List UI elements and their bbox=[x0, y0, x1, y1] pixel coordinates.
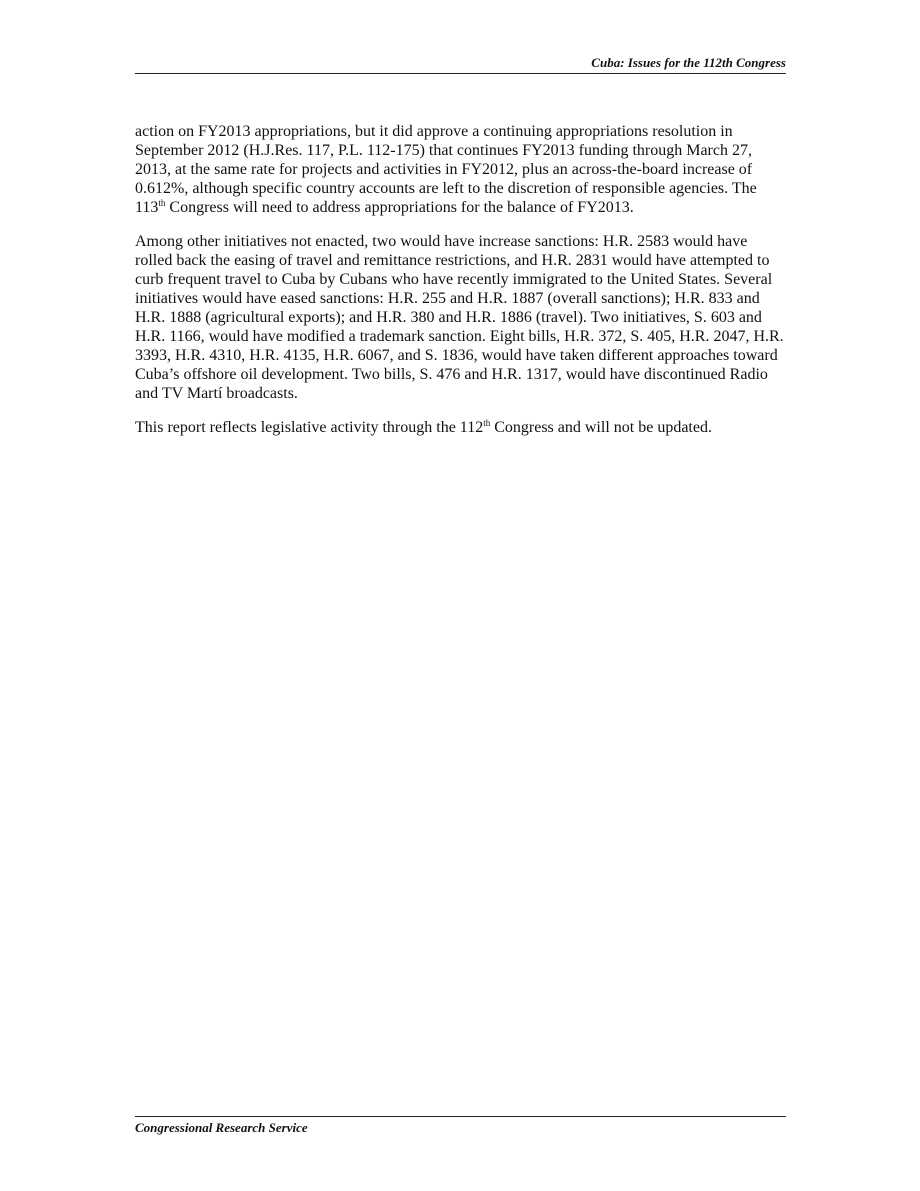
ordinal-suffix: th bbox=[158, 198, 166, 208]
header-divider bbox=[135, 73, 786, 74]
paragraph-report-note bbox=[135, 418, 786, 437]
running-header-title: Cuba: Issues for the 112th Congress bbox=[591, 55, 786, 70]
paragraph-report-note-text: This report reflects legislative activity through the 112 bbox=[135, 419, 484, 436]
paragraph-appropriations-text: action on FY2013 appropriations, but it did approve a continuing appropriations resolution in September 2012 (H.J.Res. 117, P.L. 112-175) that continues FY2013 funding through March 27, 2013, at the same rate for projects and activities in FY2012, plus an across-the-board increase of 0.612%, although specific country accounts are left to the discretion of responsible agencies. The 113 bbox=[135, 123, 757, 216]
paragraph-initiatives: Among other initiatives not enacted, two would have increase sanctions: H.R. 2583 would have rolled back the easing of travel and remittance restrictions, and H.R. 2831 would have attempted to curb frequent travel to Cuba by Cubans who have recently immigrated to the United States. Several initiatives would have eased sanctions: H.R. 255 and H.R. 1887 (overall sanctions); H.R. 833 and H.R. 1888 (agricultural exports); and H.R. 380 and H.R. 1886 (travel). Two initiatives, S. 603 and H.R. 1166, would have modified a trademark sanction. Eight bills, H.R. 372, S. 405, H.R. 2047, H.R. 3393, H.R. 4310, H.R. 4135, H.R. 6067, and S. 1836, would have taken different approaches toward Cuba’s offshore oil development. Two bills, S. 476 and H.R. 1317, would have discontinued Radio and TV Martí broadcasts. bbox=[135, 233, 784, 402]
ordinal-suffix: th bbox=[483, 418, 491, 428]
body-text bbox=[135, 122, 786, 452]
footer-divider bbox=[135, 1116, 786, 1117]
running-footer-publisher: Congressional Research Service bbox=[135, 1120, 308, 1135]
paragraph-appropriations-text-end: Congress will need to address appropriations for the balance of FY2013. bbox=[165, 199, 634, 216]
paragraph-appropriations bbox=[135, 122, 786, 217]
paragraph-report-note-text-end: Congress and will not be updated. bbox=[490, 419, 712, 436]
